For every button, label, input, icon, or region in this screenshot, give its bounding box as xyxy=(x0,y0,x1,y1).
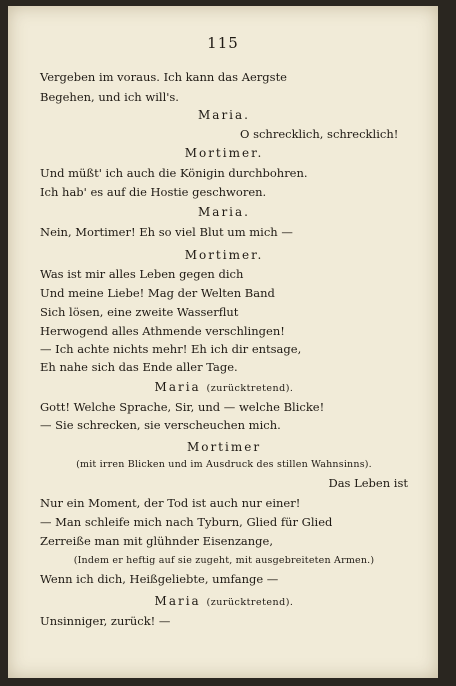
verse-line: Ich hab' es auf die Hostie geschworen. xyxy=(40,185,267,199)
page-number: 115 xyxy=(207,34,239,52)
verse-line: Herwogend alles Athmende verschlingen! xyxy=(40,324,285,338)
stage-direction: (Indem er heftig auf sie zugeht, mit ausgebreiteten Armen.) xyxy=(73,555,375,566)
verse-line: Was ist mir alles Leben gegen dich xyxy=(40,267,244,281)
speaker-heading xyxy=(40,380,408,396)
verse-line: Gott! Welche Sprache, Sir, und — welche Blicke! xyxy=(40,400,325,414)
speaker-heading: Maria. xyxy=(198,108,250,122)
verse-line: — Man schleife mich nach Tyburn, Glied für Glied xyxy=(40,515,333,529)
verse-line: Vergeben im voraus. Ich kann das Aergste xyxy=(40,70,287,84)
verse-line: Begehen, und ich will's. xyxy=(40,90,179,104)
verse-line: — Sie schrecken, sie verscheuchen mich. xyxy=(40,418,281,432)
verse-line: Nur ein Moment, der Tod ist auch nur einer! xyxy=(40,496,301,510)
verse-line: Eh nahe sich das Ende aller Tage. xyxy=(40,360,238,374)
speaker-heading xyxy=(40,594,408,610)
stage-direction: (zurücktretend). xyxy=(206,597,294,608)
speaker-heading: Mortimer. xyxy=(184,248,264,262)
verse-line: Sich lösen, eine zweite Wasserflut xyxy=(40,305,239,319)
speaker-heading: Maria. xyxy=(198,205,250,219)
verse-line: — Ich achte nichts mehr! Eh ich dir entsage, xyxy=(40,342,302,356)
verse-line: Wenn ich dich, Heißgeliebte, umfange — xyxy=(40,572,279,586)
verse-line: O schrecklich, schrecklich! xyxy=(240,127,399,141)
verse-line: Unsinniger, zurück! — xyxy=(40,614,171,628)
stage-direction: (mit irren Blicken und im Ausdruck des stillen Wahnsinns). xyxy=(76,459,372,470)
verse-line: Das Leben ist xyxy=(328,476,408,490)
speaker-name: Maria xyxy=(154,594,201,608)
verse-line: Zerreiße man mit glühnder Eisenzange, xyxy=(40,534,274,548)
verse-line: Nein, Mortimer! Eh so viel Blut um mich — xyxy=(40,225,293,239)
verse-line: Und müßt' ich auch die Königin durchbohren. xyxy=(40,166,308,180)
stage-direction: (zurücktretend). xyxy=(206,383,294,394)
book-page xyxy=(8,6,438,678)
speaker-heading: Mortimer. xyxy=(184,146,264,160)
speaker-name: Maria xyxy=(154,380,201,394)
verse-line: Und meine Liebe! Mag der Welten Band xyxy=(40,286,275,300)
speaker-heading: Mortimer xyxy=(186,440,262,454)
